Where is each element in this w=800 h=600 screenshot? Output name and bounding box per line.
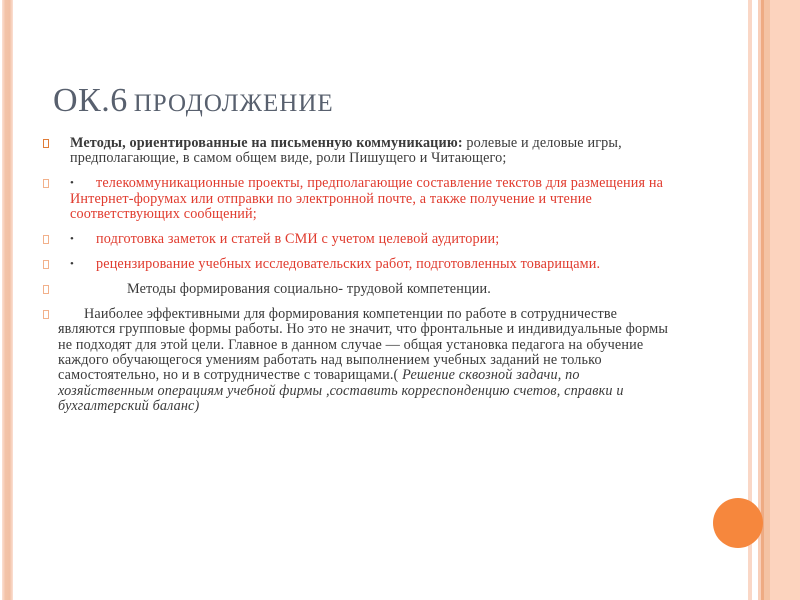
bullet-paragraph-5 bbox=[43, 282, 674, 297]
square-bullet-icon bbox=[43, 235, 49, 244]
paragraph-6-italic-note: Решение сквозной задачи, по хозяйственным операциям учебной фирмы ,составить корреспонденцию счетов, справки и бухгалтерский баланс) bbox=[58, 367, 624, 415]
paragraph-3-text: подготовка заметок и статей в СМИ с учетом целевой аудитории; bbox=[96, 231, 500, 248]
slide-body bbox=[43, 136, 674, 424]
slide-title bbox=[53, 84, 334, 118]
slide-title-suffix: ПРОДОЛЖЕНИЕ bbox=[133, 90, 334, 117]
bullet-paragraph-6 bbox=[43, 307, 674, 415]
bullet-paragraph-2 bbox=[43, 176, 674, 222]
left-border-stripe bbox=[2, 0, 13, 600]
square-bullet-icon bbox=[43, 285, 49, 294]
paragraph-2-text: телекоммуникационные проекты, предполагающие составление текстов для размещения на Интернет-форумах или отправки по электронной почте, а также получение и чтение соответствующих сообщений; bbox=[70, 175, 664, 223]
bullet-paragraph-1 bbox=[43, 136, 674, 167]
paragraph-1-lead-bold: Методы, ориентированные на письменную коммуникацию: bbox=[70, 135, 463, 151]
paragraph-1-text: ролевые и деловые игры, предполагающие, в самом общем виде, роли Пишущего и Читающего; bbox=[70, 135, 622, 167]
paragraph-4-text: рецензирование учебных исследовательских работ, подготовленных товарищами. bbox=[96, 255, 601, 272]
inline-dot-bullet-icon: • bbox=[70, 177, 75, 190]
square-bullet-icon bbox=[43, 139, 49, 148]
square-bullet-icon bbox=[43, 179, 49, 188]
slide-title-main: ОК.6 bbox=[53, 82, 128, 119]
bullet-paragraph-4 bbox=[43, 257, 674, 272]
paragraph-6-text: Наиболее эффективными для формирования компетенции по работе в сотрудничестве являются групповые формы работы. Но это не значит, что фронтальные и индивидуальные формы не подходят для этой цели. Главное в данном случае — общая установка педагога на обучение каждого обучающегося умениям работать над выполнением учебных заданий не только самостоятельно, но и в сотрудничестве с товарищами.( bbox=[58, 305, 669, 384]
bullet-paragraph-3 bbox=[43, 232, 674, 247]
square-bullet-icon bbox=[43, 310, 49, 319]
square-bullet-icon bbox=[43, 260, 49, 269]
inline-dot-bullet-icon: • bbox=[70, 257, 75, 270]
inline-dot-bullet-icon: • bbox=[70, 233, 75, 246]
accent-circle bbox=[713, 498, 763, 548]
paragraph-5-text: Методы формирования социально- трудовой компетенции. bbox=[127, 280, 491, 297]
right-stripe-band bbox=[770, 0, 800, 600]
